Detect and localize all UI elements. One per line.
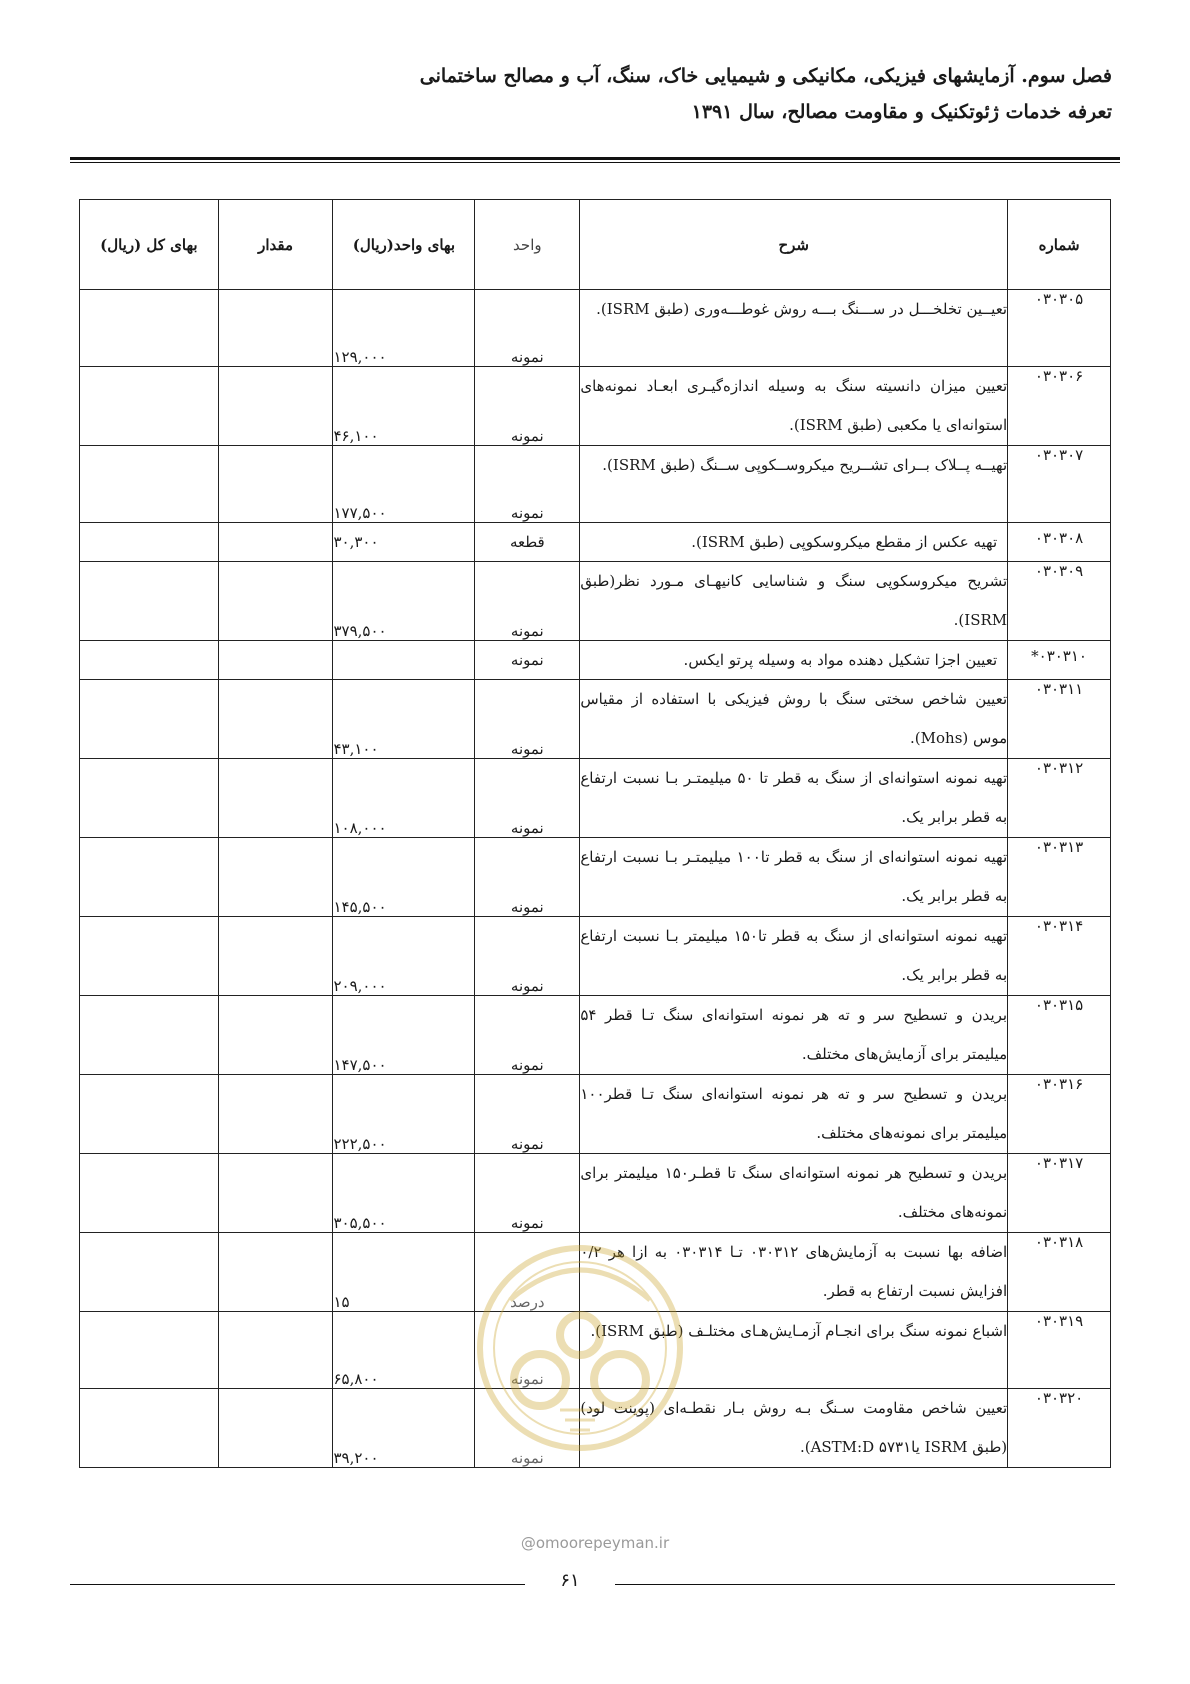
row-description: اضافه بها نسبت به آزمایش‌های ۰۳۰۳۱۲ تـا ۰۳۰۳۱۴ به ازا هر ۰/۲ افزایش نسبت ارتفاع به قطر. [580,1233,1008,1312]
row-total [80,523,219,562]
row-unit-price: ۳۰,۳۰۰ [333,523,475,562]
table-row [80,1312,1111,1389]
row-unit: نمونه [475,641,580,680]
row-number: ۰۳۰۳۱۷ [1008,1154,1111,1233]
row-number: ۰۳۰۳۱۲ [1008,759,1111,838]
row-quantity [218,641,333,680]
row-description: تشریح میکروسکوپی سنگ و شناسایی کانیهـای مـورد نظر(طبق ISRM). [580,562,1008,641]
row-total [80,917,219,996]
footer-rule-right [615,1584,1115,1585]
footer-rule-left [70,1584,525,1585]
row-unit: نمونه [475,838,580,917]
row-description: تهیــه پــلاک بــرای تشــریح میکروســکوپی ســنگ (طبق ISRM). [580,446,1008,523]
table-row [80,1154,1111,1233]
table-row [80,562,1111,641]
row-total [80,1312,219,1389]
row-unit: نمونه [475,367,580,446]
row-unit-price: ۱۰۸,۰۰۰ [333,759,475,838]
row-number: ۰۳۰۳۱۸ [1008,1233,1111,1312]
row-total [80,759,219,838]
row-unit: نمونه [475,1075,580,1154]
row-quantity [218,759,333,838]
row-quantity [218,1233,333,1312]
row-total [80,996,219,1075]
row-unit: نمونه [475,446,580,523]
row-unit: نمونه [475,996,580,1075]
table-row [80,1233,1111,1312]
table-row [80,367,1111,446]
row-unit: نمونه [475,562,580,641]
row-number: ۰۳۰۳۰۶ [1008,367,1111,446]
row-unit-price: ۴۳,۱۰۰ [333,680,475,759]
row-description: تعیین شاخص مقاومت سـنگ بـه روش بـار نقطـه‌ای (پوینت لود) (طبق ISRM یا۵۷۳۱ ASTM:D). [580,1389,1008,1468]
row-total [80,641,219,680]
row-unit-price: ۴۶,۱۰۰ [333,367,475,446]
row-quantity [218,996,333,1075]
row-unit-price: ۶۵,۸۰۰ [333,1312,475,1389]
row-unit: نمونه [475,680,580,759]
row-total [80,290,219,367]
row-total [80,562,219,641]
table-row [80,1389,1111,1468]
column-header-total: بهای کل (ریال) [80,200,219,290]
row-total [80,838,219,917]
row-quantity [218,367,333,446]
chapter-title: فصل سوم. آزمایشهای فیزیکی، مکانیکی و شیمیایی خاک، سنگ، آب و مصالح ساختمانی [419,65,1112,87]
table-row [80,290,1111,367]
row-number: ۰۳۰۳۰۵ [1008,290,1111,367]
table-row [80,917,1111,996]
row-unit-price: ۲۲۲,۵۰۰ [333,1075,475,1154]
row-number: ۰۳۰۳۰۷ [1008,446,1111,523]
column-header-unit: واحد [475,200,580,290]
row-total [80,1389,219,1468]
table-row [80,523,1111,562]
row-unit-price: ۲۰۹,۰۰۰ [333,917,475,996]
row-description: تهیه نمونه استوانه‌ای از سنگ به قطر تا۱۰۰ میلیمتـر بـا نسبت ارتفاع به قطر برابر یک. [580,838,1008,917]
row-unit: درصد [475,1233,580,1312]
row-total [80,1233,219,1312]
row-unit-price: ۳۰۵,۵۰۰ [333,1154,475,1233]
row-quantity [218,523,333,562]
column-header-number: شماره [1008,200,1111,290]
row-number: ۰۳۰۳۱۵ [1008,996,1111,1075]
row-number: ۰۳۰۳۱۰* [1008,641,1111,680]
row-unit: نمونه [475,1389,580,1468]
row-number: ۰۳۰۳۱۳ [1008,838,1111,917]
table-row [80,1075,1111,1154]
row-unit: نمونه [475,290,580,367]
row-unit: نمونه [475,1154,580,1233]
row-total [80,1154,219,1233]
row-number: ۰۳۰۳۱۶ [1008,1075,1111,1154]
row-description: بریدن و تسطیح سر و ته هر نمونه استوانه‌ای سنگ تـا قطر ۵۴ میلیمتر برای آزمایش‌های مختلف. [580,996,1008,1075]
row-unit-price: ۳۷۹,۵۰۰ [333,562,475,641]
row-quantity [218,1389,333,1468]
table-row [80,996,1111,1075]
header-rule-thin [70,162,1120,163]
row-unit-price: ۱۴۷,۵۰۰ [333,996,475,1075]
row-quantity [218,1312,333,1389]
row-number: ۰۳۰۳۰۹ [1008,562,1111,641]
row-unit-price [333,641,475,680]
row-quantity [218,562,333,641]
table-row [80,680,1111,759]
row-description: بریدن و تسطیح سر و ته هر نمونه استوانه‌ای سنگ تـا قطر۱۰۰ میلیمتر برای نمونه‌های مختلف. [580,1075,1008,1154]
row-unit-price: ۱۲۹,۰۰۰ [333,290,475,367]
row-quantity [218,446,333,523]
row-unit: نمونه [475,1312,580,1389]
row-unit: نمونه [475,759,580,838]
table-header-row [80,200,1111,290]
row-quantity [218,1075,333,1154]
row-description: تعیین شاخص سختی سنگ با روش فیزیکی با استفاده از مقیاس موس (Mohs). [580,680,1008,759]
row-quantity [218,290,333,367]
row-total [80,680,219,759]
row-description: تعیین میزان دانسیته سنگ به وسیله اندازه‌گیـری ابعـاد نمونه‌های استوانه‌ای یا مکعبی (طبق ISRM). [580,367,1008,446]
row-quantity [218,838,333,917]
row-unit: نمونه [475,917,580,996]
row-description: تعیین اجزا تشکیل دهنده مواد به وسیله پرتو ایکس. [580,641,1008,680]
row-number: ۰۳۰۳۱۹ [1008,1312,1111,1389]
watermark-site: @omoorepeyman.ir [520,1534,670,1552]
row-quantity [218,1154,333,1233]
row-number: ۰۳۰۳۱۴ [1008,917,1111,996]
row-number: ۰۳۰۳۰۸ [1008,523,1111,562]
page-number: ۶۱ [560,1570,580,1591]
table-row [80,759,1111,838]
table-row [80,641,1111,680]
row-quantity [218,917,333,996]
row-description: تعیــین تخلخـــل در ســـنگ بـــه روش غوطـــه‌وری (طبق ISRM). [580,290,1008,367]
column-header-quantity: مقدار [218,200,333,290]
row-unit-price: ۳۹,۲۰۰ [333,1389,475,1468]
row-unit-price: ۱۵ [333,1233,475,1312]
row-total [80,1075,219,1154]
tariff-table [79,199,1111,1468]
row-number: ۰۳۰۳۲۰ [1008,1389,1111,1468]
row-unit-price: ۱۴۵,۵۰۰ [333,838,475,917]
row-total [80,367,219,446]
table-row [80,838,1111,917]
row-quantity [218,680,333,759]
row-total [80,446,219,523]
row-description: تهیه عکس از مقطع میکروسکوپی (طبق ISRM). [580,523,1008,562]
row-number: ۰۳۰۳۱۱ [1008,680,1111,759]
column-header-description: شرح [580,200,1008,290]
header-rule-thick [70,157,1120,160]
row-unit-price: ۱۷۷,۵۰۰ [333,446,475,523]
row-description: تهیه نمونه استوانه‌ای از سنگ به قطر تا۱۵۰ میلیمتر بـا نسبت ارتفاع به قطر برابر یک. [580,917,1008,996]
document-subtitle: تعرفه خدمات ژئوتکنیک و مقاومت مصالح، سال ۱۳۹۱ [691,101,1112,123]
page-header [78,58,1112,130]
row-unit: قطعه [475,523,580,562]
row-description: تهیه نمونه استوانه‌ای از سنگ به قطر تا ۵۰ میلیمتـر بـا نسبت ارتفاع به قطر برابر یک. [580,759,1008,838]
row-description: اشباع نمونه سنگ برای انجـام آزمـایش‌هـای مختلـف (طبق ISRM). [580,1312,1008,1389]
row-description: بریدن و تسطیح هر نمونه استوانه‌ای سنگ تا قطـر۱۵۰ میلیمتر برای نمونه‌های مختلف. [580,1154,1008,1233]
column-header-unit-price: بهای واحد(ریال) [333,200,475,290]
table-row [80,446,1111,523]
